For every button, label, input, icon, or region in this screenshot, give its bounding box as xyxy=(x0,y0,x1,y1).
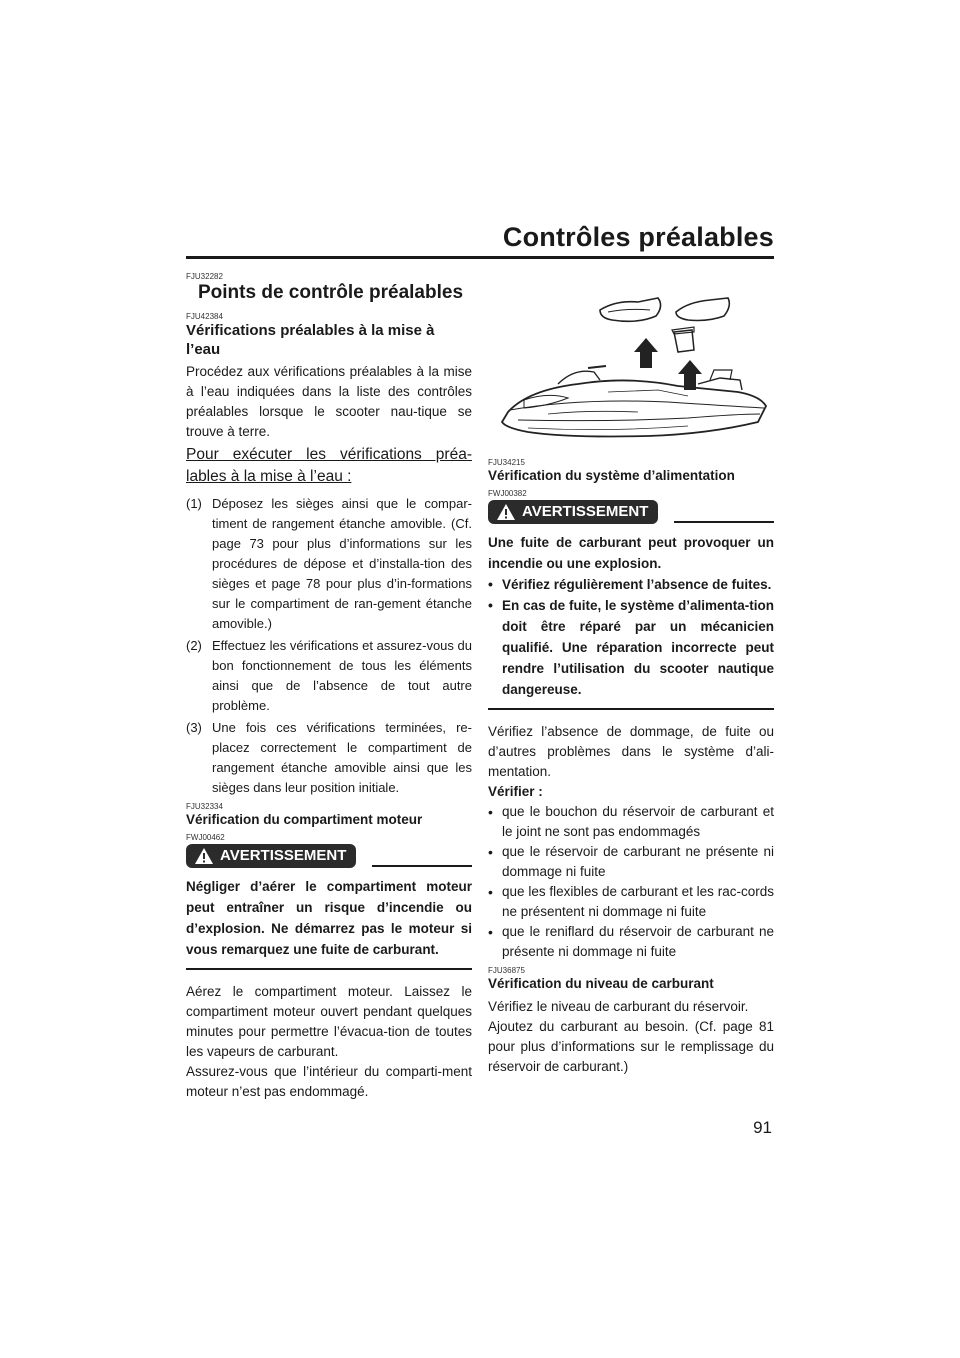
subsection-title: Vérification du système d’alimentation xyxy=(488,468,735,483)
check-label: Vérifier : xyxy=(488,784,543,799)
step-text: Une fois ces vérifications terminées, re-placez correctement le compartiment de rangement étanche amovible ainsi que les sièges dans leur position initiale. xyxy=(212,720,472,795)
warning-code: FWJ00382 xyxy=(488,489,527,498)
watercraft-illustration xyxy=(488,272,774,452)
subsection-title: Vérification du compartiment moteur xyxy=(186,812,423,827)
check-item: • que les flexibles de carburant et les rac-cords ne présentent ni dommage ni fuite xyxy=(488,882,774,922)
warning-code: FWJ00462 xyxy=(186,833,225,842)
right-column xyxy=(488,272,774,1077)
paragraph: Aérez le compartiment moteur. Laissez le compartiment moteur ouvert pendant quelques minutes pour permettre l’évacua-tion de toutes les vapeurs de carburant. xyxy=(186,984,472,1059)
warning-bullet: • En cas de fuite, le système d’alimenta-tion doit être réparé par un mécanicien qualifié. Une réparation incorrecte peut rendre l’utilisation du scooter nautique dangereuse. xyxy=(488,595,774,700)
up-arrow-icon xyxy=(634,338,658,368)
warning-triangle-icon xyxy=(496,503,516,521)
subsection-title: Vérifications préalables à la mise à l’eau xyxy=(186,322,435,358)
check-item: • que le reniflard du réservoir de carburant ne présente ni dommage ni fuite xyxy=(488,922,774,962)
watercraft-drawing xyxy=(488,272,774,452)
ref-code: FJU32282 xyxy=(186,272,223,281)
step-item xyxy=(186,636,472,716)
paragraph: Ajoutez du carburant au besoin. (Cf. page 81 pour plus d’informations sur le remplissage du réservoir de carburant.) xyxy=(488,1019,774,1074)
warning-end-rule xyxy=(488,708,774,710)
check-list xyxy=(488,802,774,962)
warning-rule xyxy=(674,521,774,523)
left-column xyxy=(186,272,472,1102)
paragraph: Vérifiez le niveau de carburant du réservoir. xyxy=(488,999,749,1014)
warning-bullet: • Vérifiez régulièrement l’absence de fuites. xyxy=(488,574,774,595)
paragraph: Vérifiez l’absence de dommage, de fuite ou d’autres problèmes dans le système d’ali-mentation. xyxy=(488,724,774,779)
warning-label: AVERTISSEMENT xyxy=(522,503,649,520)
warning-label: AVERTISSEMENT xyxy=(220,847,347,864)
ref-code: FJU34215 xyxy=(488,458,525,467)
warning-end-rule xyxy=(186,968,472,970)
warning-header xyxy=(488,500,774,528)
paragraph: Assurez-vous que l’intérieur du comparti-ment moteur n’est pas endommagé. xyxy=(186,1064,472,1099)
step-number: (2) xyxy=(186,638,202,653)
check-item: • que le réservoir de carburant ne présente ni dommage ni fuite xyxy=(488,842,774,882)
step-text: Déposez les sièges ainsi que le compar-timent de rangement étanche amovible. (Cf. page 73 pour plus d’informations sur les procédures de dépose et d’installa-tion des sièges et page 78 pour plus d’in-formations sur le compartiment de ran-gement étanche amovible.) xyxy=(212,496,472,631)
step-number: (1) xyxy=(186,496,202,511)
step-text: Effectuez les vérifications et assurez-vous du bon fonctionnement de tous les éléments ainsi que de l’absence de tout autre problème. xyxy=(212,638,472,713)
step-number: (3) xyxy=(186,720,202,735)
warning-rule xyxy=(372,865,472,867)
section-title: Points de contrôle préalables xyxy=(198,282,464,303)
page-title: Contrôles préalables xyxy=(502,222,774,252)
warning-triangle-icon xyxy=(194,847,214,865)
paragraph: Procédez aux vérifications préalables à la mise à l’eau indiquées dans la liste des contrôles préalables lorsque le scooter nau-tique se trouve à terre. xyxy=(186,364,472,439)
procedure-heading: Pour exécuter les vérifications préa-lables à la mise à l’eau : xyxy=(186,446,472,485)
header-rule xyxy=(186,256,774,259)
procedure-steps xyxy=(186,494,472,798)
check-item: • que le bouchon du réservoir de carburant et le joint ne sont pas endommagés xyxy=(488,802,774,842)
warning-badge xyxy=(488,500,658,524)
ref-code: FJU42384 xyxy=(186,312,223,321)
warning-text: Négliger d’aérer le compartiment moteur peut entraîner un risque d’incendie ou d’explosion. Ne démarrez pas le moteur si vous remarquez une fuite de carburant. xyxy=(186,879,472,957)
ref-code: FJU36875 xyxy=(488,966,525,975)
warning-bullets xyxy=(488,574,774,700)
warning-badge xyxy=(186,844,356,868)
step-item xyxy=(186,494,472,634)
step-item xyxy=(186,718,472,798)
subsection-title: Vérification du niveau de carburant xyxy=(488,976,714,991)
ref-code: FJU32334 xyxy=(186,802,223,811)
page-header xyxy=(186,222,774,254)
page-number: 91 xyxy=(753,1118,772,1137)
warning-text: Une fuite de carburant peut provoquer un incendie ou une explosion. xyxy=(488,535,774,571)
warning-header xyxy=(186,844,472,872)
